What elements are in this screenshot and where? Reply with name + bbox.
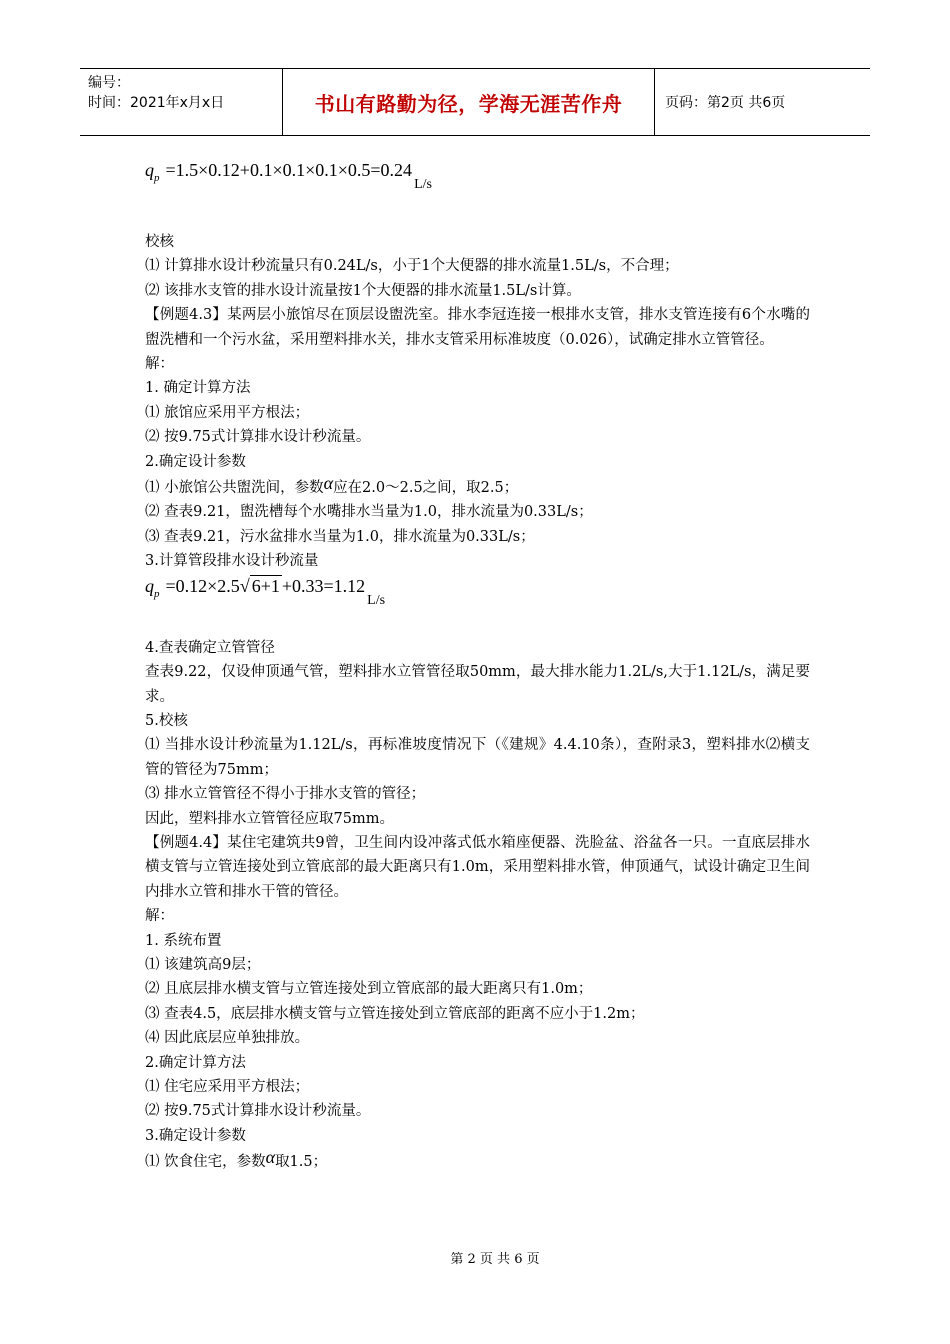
formula-2 <box>145 574 810 622</box>
header-info <box>80 69 283 135</box>
formula-1 <box>145 150 810 204</box>
text-line: ⑵ 查表9.21，盥洗槽每个水嘴排水当量为1.0，排水流量为0.33L/s； <box>145 504 593 521</box>
alpha-line-2 <box>145 1148 810 1174</box>
text-line: 因此，塑料排水立管管径应取75mm。 <box>145 810 394 827</box>
params-block <box>145 500 810 573</box>
text-line: 5.校核 <box>145 712 188 729</box>
check-paragraph: 查表9.22，仅设伸顶通气管，塑料排水立管管径取50mm，最大排水能力1.2L/s,大于1.12L/s，满足要求。 <box>145 664 810 705</box>
formula-2-radicand: 6+1 <box>251 575 280 596</box>
text-line: ⑵ 该排水支管的排水设计流量按1个大便器的排水流量1.5L/s计算。 <box>145 282 581 299</box>
formula-1-sub: p <box>154 172 160 184</box>
solution-block-2 <box>145 904 810 1148</box>
alpha-symbol: α <box>323 473 334 494</box>
page-footer: 第 2 页 共 6 页 <box>450 1252 540 1267</box>
check-block <box>145 230 810 303</box>
text-line: 2.确定设计参数 <box>145 453 246 470</box>
header-number: 编号： <box>88 75 130 91</box>
check-paragraph-2: ⑴ 当排水设计秒流量为1.12L/s，再标准坡度情况下（《建规》4.4.10条），查附录3，塑料排水⑵横支管的管径为75mm； <box>145 737 810 778</box>
alpha-line-2-after: 取1.5； <box>275 1154 328 1171</box>
header-page: 页码：第2页 共6页 <box>665 95 786 111</box>
text-line: 3.确定设计参数 <box>145 1127 246 1144</box>
formula-1-unit: L/s <box>414 177 432 192</box>
formula-2-pre: =0.12×2.5 <box>165 575 240 596</box>
formula-2-post: +0.33=1.12 <box>281 575 366 596</box>
example-4-4: 【例题4.4】某住宅建筑共9曾，卫生间内设冲落式低水箱座便器、洗脸盆、浴盆各一只。一直底层排水横支管与立管连接处到立管底部的最大距离只有1.0m，采用塑料排水管，伸顶通气，试设计确定卫生间内排水立管和排水干管的管径。 <box>145 834 810 900</box>
text-line: 校核 <box>145 234 174 250</box>
text-line: 3.计算管段排水设计秒流量 <box>145 553 319 570</box>
header-time: 时间：2021年x月x日 <box>88 95 225 111</box>
text-line: ⑴ 计算排水设计秒流量只有0.24L/s，小于1个大便器的排水流量1.5L/s，不合理； <box>145 258 679 275</box>
text-line: 2.确定计算方法 <box>145 1054 246 1071</box>
formula-2-sub: p <box>154 587 160 600</box>
alpha-line-1-before: ⑴ 小旅馆公共盥洗间，参数 <box>145 480 324 497</box>
formula-2-unit: L/s <box>367 592 386 608</box>
text-line: ⑶ 排水立管管径不得小于排水支管的管径； <box>145 786 426 803</box>
text-line: ⑴ 住宅应采用平方根法； <box>145 1079 310 1095</box>
text-line: ⑴ 旅馆应采用平方根法； <box>145 404 310 421</box>
text-line: ⑵ 按9.75式计算排水设计秒流量。 <box>145 1103 371 1120</box>
page-header <box>80 68 870 136</box>
document-body <box>145 150 810 1175</box>
text-line: ⑶ 查表4.5，底层排水横支管与立管连接处到立管底部的距离不应小于1.2m； <box>145 1005 645 1022</box>
text-line: 1. 确定计算方法 <box>145 380 251 397</box>
alpha-line-2-before: ⑴ 饮食住宅，参数 <box>145 1154 266 1171</box>
sqrt-sign: √ <box>239 575 250 596</box>
formula-1-expr: =1.5×0.12+0.1×0.1×0.1×0.5=0.24 <box>165 160 413 180</box>
text-line: ⑷ 因此底层应单独排放。 <box>145 1030 310 1047</box>
text-line: 解： <box>145 356 174 373</box>
example-4-3: 【例题4.3】某两层小旅馆尽在顶层设盥洗室。排水李冠连接一根排水支管，排水支管连接有6个水嘴的盥洗槽和一个污水盆，采用塑料排水关，排水支管采用标准坡度（0.026），试确定排水立管管径。 <box>145 307 810 348</box>
text-line: ⑵ 且底层排水横支管与立管连接处到立管底部的最大距离只有1.0m； <box>145 981 593 998</box>
header-motto: 书山有路勤为径，学海无涯苦作舟 <box>283 69 655 135</box>
text-line: 4.查表确定立管管径 <box>145 639 275 656</box>
formula-1-q: q <box>145 160 154 180</box>
text-line: ⑵ 按9.75式计算排水设计秒流量。 <box>145 429 371 446</box>
text-line: 解： <box>145 908 174 925</box>
solution-block-1 <box>145 352 810 474</box>
alpha-symbol: α <box>265 1147 276 1168</box>
text-line: ⑴ 该建筑高9层； <box>145 956 261 973</box>
alpha-line-1-after: 应在2.0～2.5之间，取2.5； <box>333 480 519 497</box>
text-line: 1. 系统布置 <box>145 932 222 949</box>
formula-2-q: q <box>145 575 154 596</box>
text-line: ⑶ 查表9.21，污水盆排水当量为1.0，排水流量为0.33L/s； <box>145 528 535 545</box>
alpha-line-1 <box>145 474 810 500</box>
